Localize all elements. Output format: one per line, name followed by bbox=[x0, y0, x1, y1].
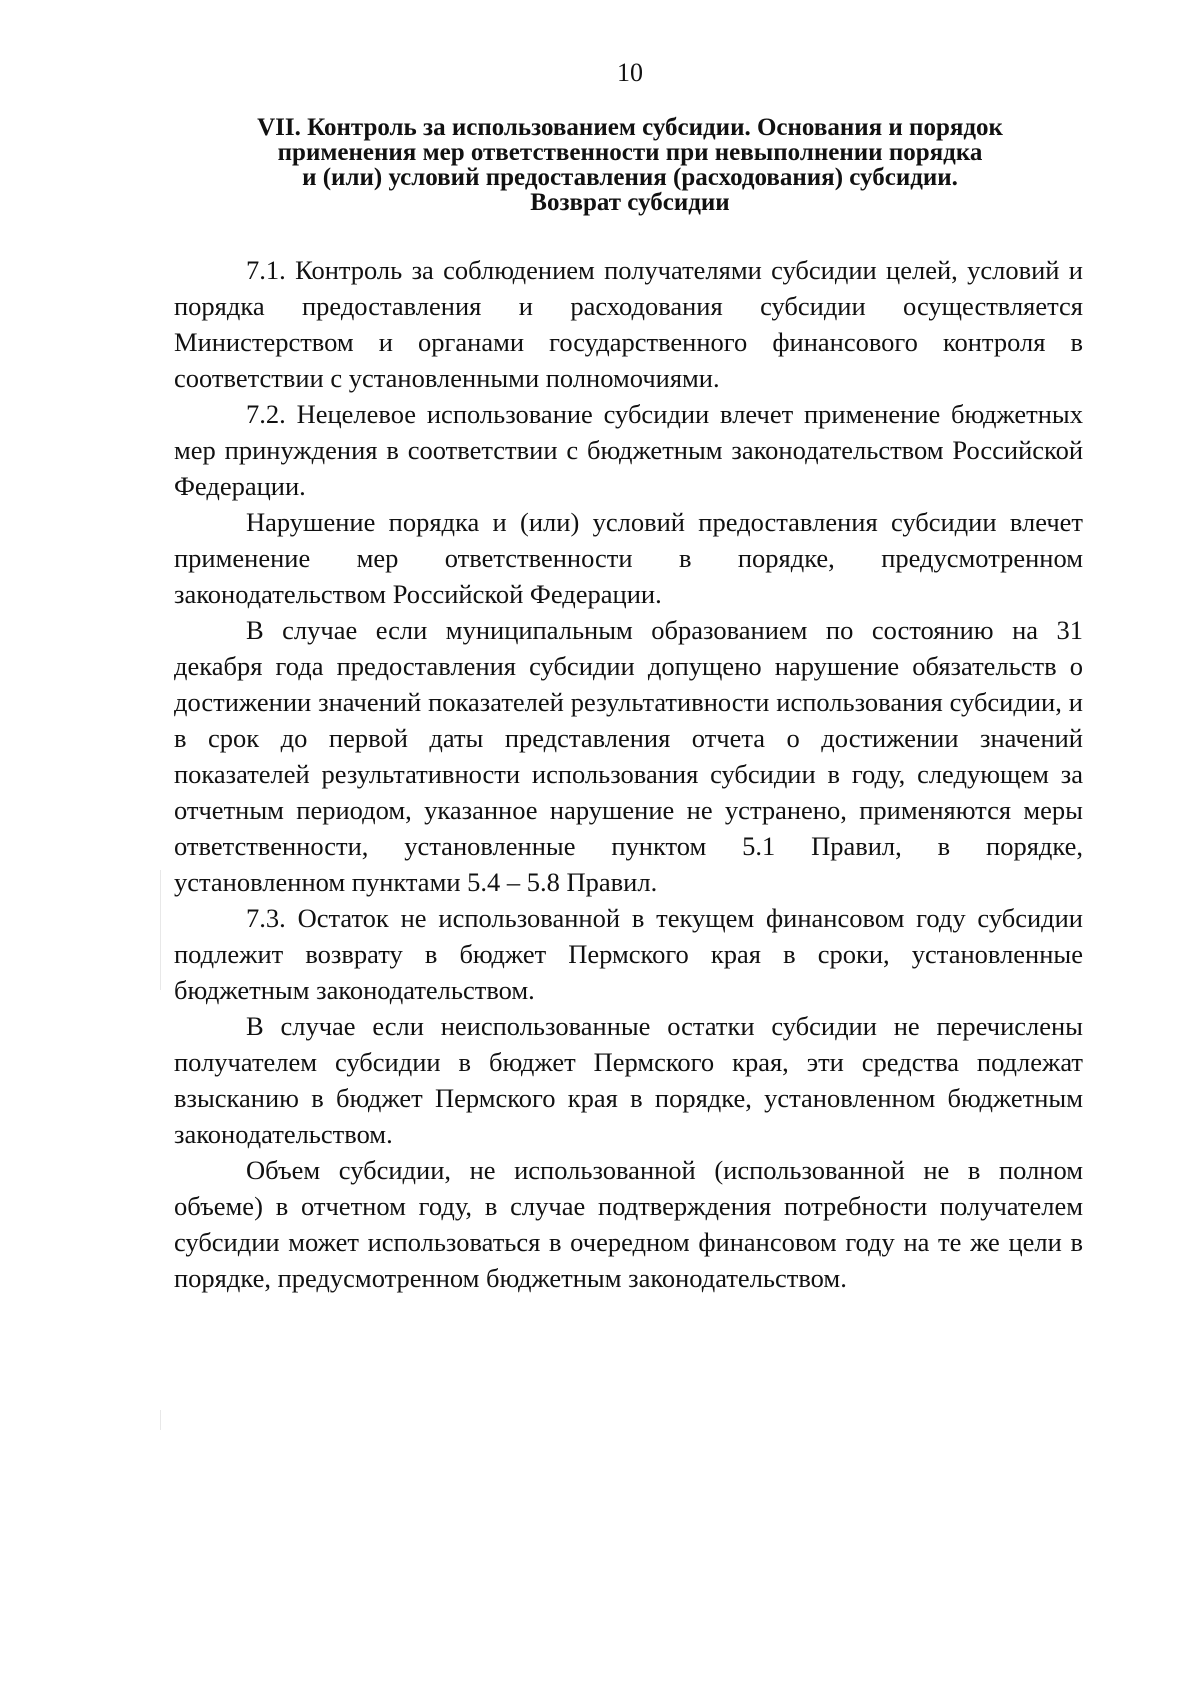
section-heading-line: применения мер ответственности при невыполнении порядка bbox=[277, 139, 983, 166]
scan-edge-line bbox=[160, 1410, 161, 1430]
paragraph-7-2: 7.2. Нецелевое использование субсидии влечет применение бюджетных мер принуждения в соответствии с бюджетным законодательством Российской Федерации. bbox=[174, 399, 1083, 501]
paragraph-7-1: 7.1. Контроль за соблюдением получателями субсидии целей, условий и порядка предоставления и расходования субсидии осуществляется Министерством и органами государственного финансового контроля в соответствии с установленными полномочиями. bbox=[174, 255, 1083, 393]
paragraph-unused-volume: Объем субсидии, не использованной (использованной не в полном объеме) в отчетном году, в случае подтверждения потребности получателем субсидии может использоваться в очередном финансовом году на те же цели в порядке, предусмотренном бюджетным законодательством. bbox=[174, 1155, 1083, 1293]
paragraph-responsibility: В случае если муниципальным образованием по состоянию на 31 декабря года предоставления субсидии допущено нарушение обязательств о достижении значений показателей результативности использования субсидии, и в срок до первой даты представления отчета о достижении значений показателей результативности использования субсидии в году, следующем за отчетным периодом, указанное нарушение не устранено, применяются меры ответственности, установленные пунктом 5.1 Правил, в порядке, установленном пунктами 5.4 – 5.8 Правил. bbox=[174, 615, 1083, 897]
paragraph-violation: Нарушение порядка и (или) условий предоставления субсидии влечет применение мер ответственности в порядке, предусмотренном законодательством Российской Федерации. bbox=[174, 507, 1083, 609]
section-heading-line: VII. Контроль за использованием субсидии. Основания и порядок bbox=[257, 114, 1003, 141]
section-body bbox=[174, 252, 1083, 1296]
page-number: 10 bbox=[617, 58, 643, 87]
section-heading-line: и (или) условий предоставления (расходования) субсидии. bbox=[302, 164, 958, 191]
paragraph-recovery: В случае если неиспользованные остатки субсидии не перечислены получателем субсидии в бюджет Пермского края, эти средства подлежат взысканию в бюджет Пермского края в порядке, установленном бюджетным законодательством. bbox=[174, 1011, 1083, 1149]
section-heading-line: Возврат субсидии bbox=[530, 189, 730, 216]
scan-edge-line bbox=[160, 870, 161, 990]
section-heading bbox=[180, 115, 1080, 215]
paragraph-7-3: 7.3. Остаток не использованной в текущем финансовом году субсидии подлежит возврату в бюджет Пермского края в сроки, установленные бюджетным законодательством. bbox=[174, 903, 1083, 1005]
